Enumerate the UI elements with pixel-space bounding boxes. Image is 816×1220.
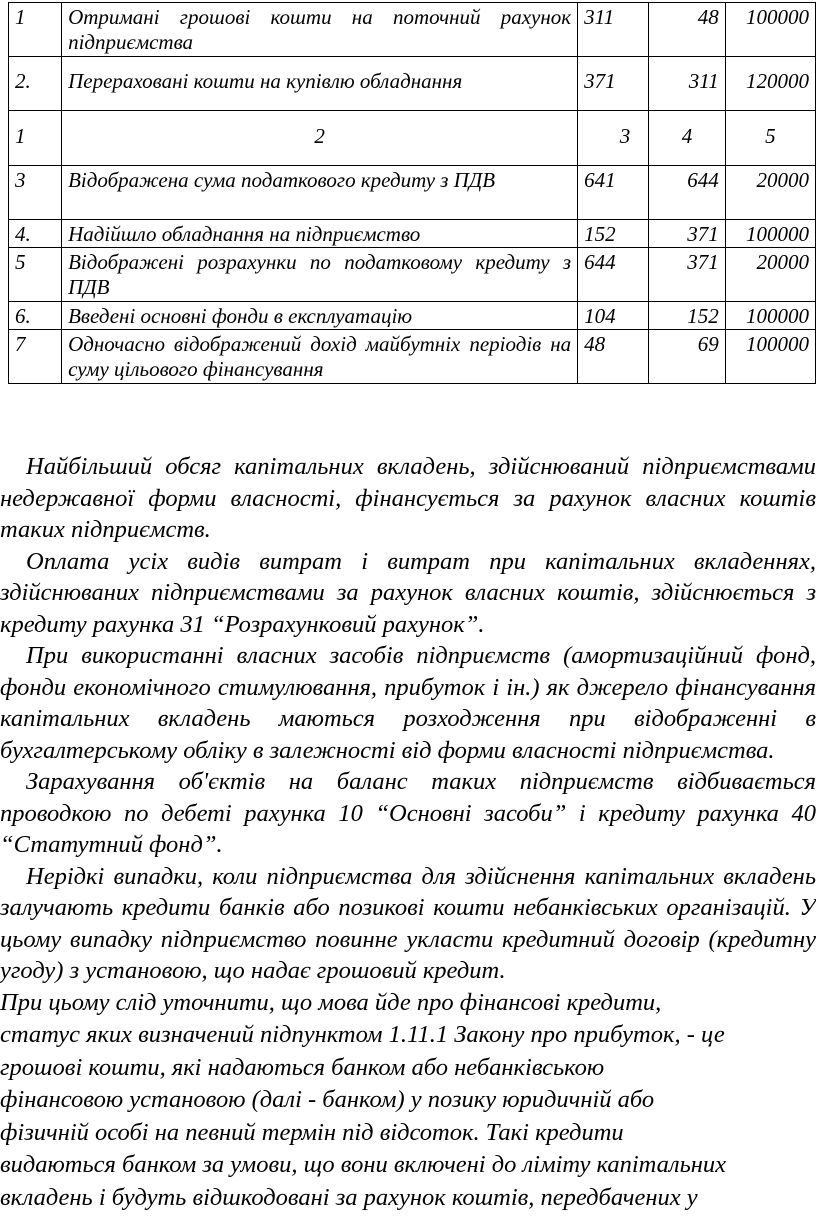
row-number: 5 xyxy=(9,248,62,302)
paragraph: Зарахування об'єктів на баланс таких підприємств відбивається проводкою по дебеті рахунка 10 “Основні засоби” і кредиту рахунка 40 “Статутний фонд”. xyxy=(0,768,816,858)
debit-account: 311 xyxy=(578,3,649,57)
column-number: 3 xyxy=(578,111,649,166)
paragraph: Нерідкі випадки, коли підприємства для здійснення капітальних вкладень залучають кредити банків або позикові кошти небанківських організацій. У цьому випадку підприємство повинне укласти кредитний договір (кредитну угоду) з установою, що надає грошовий кредит. xyxy=(0,862,816,984)
credit-account: 644 xyxy=(649,166,725,220)
credit-account: 48 xyxy=(649,3,725,57)
credit-account: 311 xyxy=(649,57,725,111)
debit-account: 371 xyxy=(578,57,649,111)
column-number: 1 xyxy=(9,111,62,166)
debit-account: 48 xyxy=(578,330,649,384)
column-number: 2 xyxy=(62,111,578,166)
credit-account: 371 xyxy=(649,248,725,302)
table-row xyxy=(9,57,816,111)
paragraph: Найбільший обсяг капітальних вкладень, здійснюваний підприємствами недержавної форми власності, фінансується за рахунок власних коштів таких підприємств. xyxy=(0,453,816,543)
paragraph-line: видаються банком за умови, що вони включені до ліміту капітальних xyxy=(0,1151,727,1178)
operation-description: Отримані грошові кошти на поточний рахунок підприємства xyxy=(62,3,578,57)
paragraph: Оплата усіх видів витрат і витрат при капітальних вкладеннях, здійснюваних підприємствами за рахунок власних коштів, здійснюється з кредиту рахунка 31 “Розрахунковий рахунок”. xyxy=(0,547,816,638)
operation-description: Введені основні фонди в експлуатацію xyxy=(62,302,578,330)
paragraph-line: грошові кошти, які надаються банком або небанківською xyxy=(0,1053,605,1081)
accounting-entries-table xyxy=(8,2,816,384)
table-row xyxy=(9,302,816,330)
table-row xyxy=(9,248,816,302)
row-number: 6. xyxy=(9,302,62,330)
credit-account: 371 xyxy=(649,220,725,248)
debit-account: 152 xyxy=(578,220,649,248)
debit-account: 641 xyxy=(578,166,649,220)
table-row xyxy=(9,166,816,220)
amount: 120000 xyxy=(725,57,815,111)
column-number-row xyxy=(9,111,816,166)
credit-account: 152 xyxy=(649,302,725,330)
operation-description: Відображені розрахунки по податковому кредиту з ПДВ xyxy=(62,248,578,302)
paragraph-line: вкладень і будуть відшкодовані за рахунок коштів, передбачених у xyxy=(0,1183,698,1211)
row-number: 7 xyxy=(9,330,62,384)
paragraph-line: статус яких визначений підпунктом 1.11.1 Закону про прибуток, - це xyxy=(0,1021,725,1048)
amount: 20000 xyxy=(725,166,815,220)
debit-account: 644 xyxy=(578,248,649,302)
amount: 20000 xyxy=(725,248,815,302)
column-number: 4 xyxy=(649,111,725,166)
body-text xyxy=(0,451,816,1214)
row-number: 4. xyxy=(9,220,62,248)
paragraph-line: фінансовою установою (далі - банком) у позику юридичній або xyxy=(0,1086,655,1113)
table-row xyxy=(9,220,816,248)
paragraph-line: При цьому слід уточнити, що мова йде про фінансові кредити, xyxy=(0,988,662,1016)
operation-description: Відображена сума податкового кредиту з ПДВ xyxy=(62,166,578,220)
row-number: 2. xyxy=(9,57,62,111)
operation-description: Одночасно відображений дохід майбутніх періодів на суму цільового фінансування xyxy=(62,330,578,384)
paragraph: При використанні власних засобів підприємств (амортизаційний фонд, фонди економічного стимулювання, прибуток і ін.) як джерело фінансування капітальних вкладень маються розходження при відображенні в бухгалтерському обліку в залежності від форми власності підприємства. xyxy=(0,642,816,764)
row-number: 3 xyxy=(9,166,62,220)
table-row xyxy=(9,3,816,57)
debit-account: 104 xyxy=(578,302,649,330)
amount: 100000 xyxy=(725,302,815,330)
column-number: 5 xyxy=(725,111,815,166)
operation-description: Надійшло обладнання на підприємство xyxy=(62,220,578,248)
operation-description: Перераховані кошти на купівлю обладнання xyxy=(62,57,578,111)
amount: 100000 xyxy=(725,220,815,248)
row-number: 1 xyxy=(9,3,62,57)
table-row xyxy=(9,330,816,384)
amount: 100000 xyxy=(725,3,815,57)
paragraph-line: фізичній особі на певний термін під відсоток. Такі кредити xyxy=(0,1118,624,1146)
credit-account: 69 xyxy=(649,330,725,384)
amount: 100000 xyxy=(725,330,815,384)
